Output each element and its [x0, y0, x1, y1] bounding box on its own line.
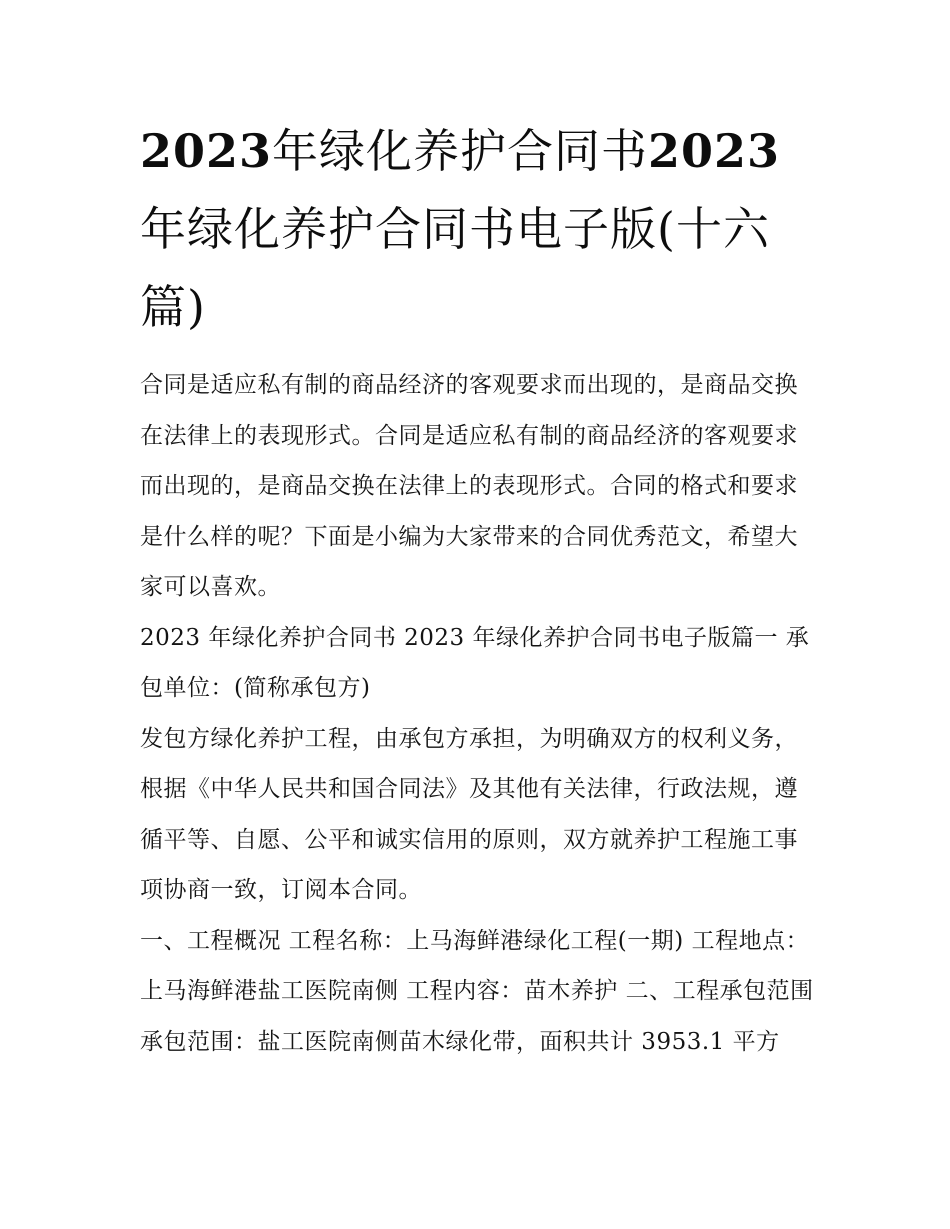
paragraph-section-heading: 2023 年绿化养护合同书 2023 年绿化养护合同书电子版篇一 承包单位：(简称承包方) [140, 624, 810, 701]
document-page [140, 112, 820, 1067]
title-year-2: 2023 [648, 124, 781, 178]
title-year-1: 2023 [140, 124, 273, 178]
paragraph-preamble: 发包方绿化养护工程，由承包方承担，为明确双方的权利义务，根据《中华人民共和国合同法》及其他有关法律，行政法规，遵循平等、自愿、公平和诚实信用的原则，双方就养护工程施工事项协商一致，订阅本合同。 [140, 725, 798, 903]
title-text-1: 年绿化养护合同书 [272, 124, 649, 178]
document-title [140, 112, 820, 346]
title-text-2: 年绿化养护合同书电子版(十六篇) [140, 202, 770, 334]
paragraph-project-overview: 一、工程概况 工程名称：上马海鲜港绿化工程(一期) 工程地点：上马海鲜港盐工医院南侧 工程内容：苗木养护 二、工程承包范围 [140, 927, 814, 1004]
paragraph-intro: 合同是适应私有制的商品经济的客观要求而出现的，是商品交换在法律上的表现形式。合同是适应私有制的商品经济的客观要求而出现的，是商品交换在法律上的表现形式。合同的格式和要求是什么样的呢？下面是小编为大家带来的合同优秀范文，希望大家可以喜欢。 [140, 372, 798, 600]
paragraph-scope: 承包范围：盐工医院南侧苗木绿化带，面积共计 3953.1 平方 [140, 1028, 780, 1055]
